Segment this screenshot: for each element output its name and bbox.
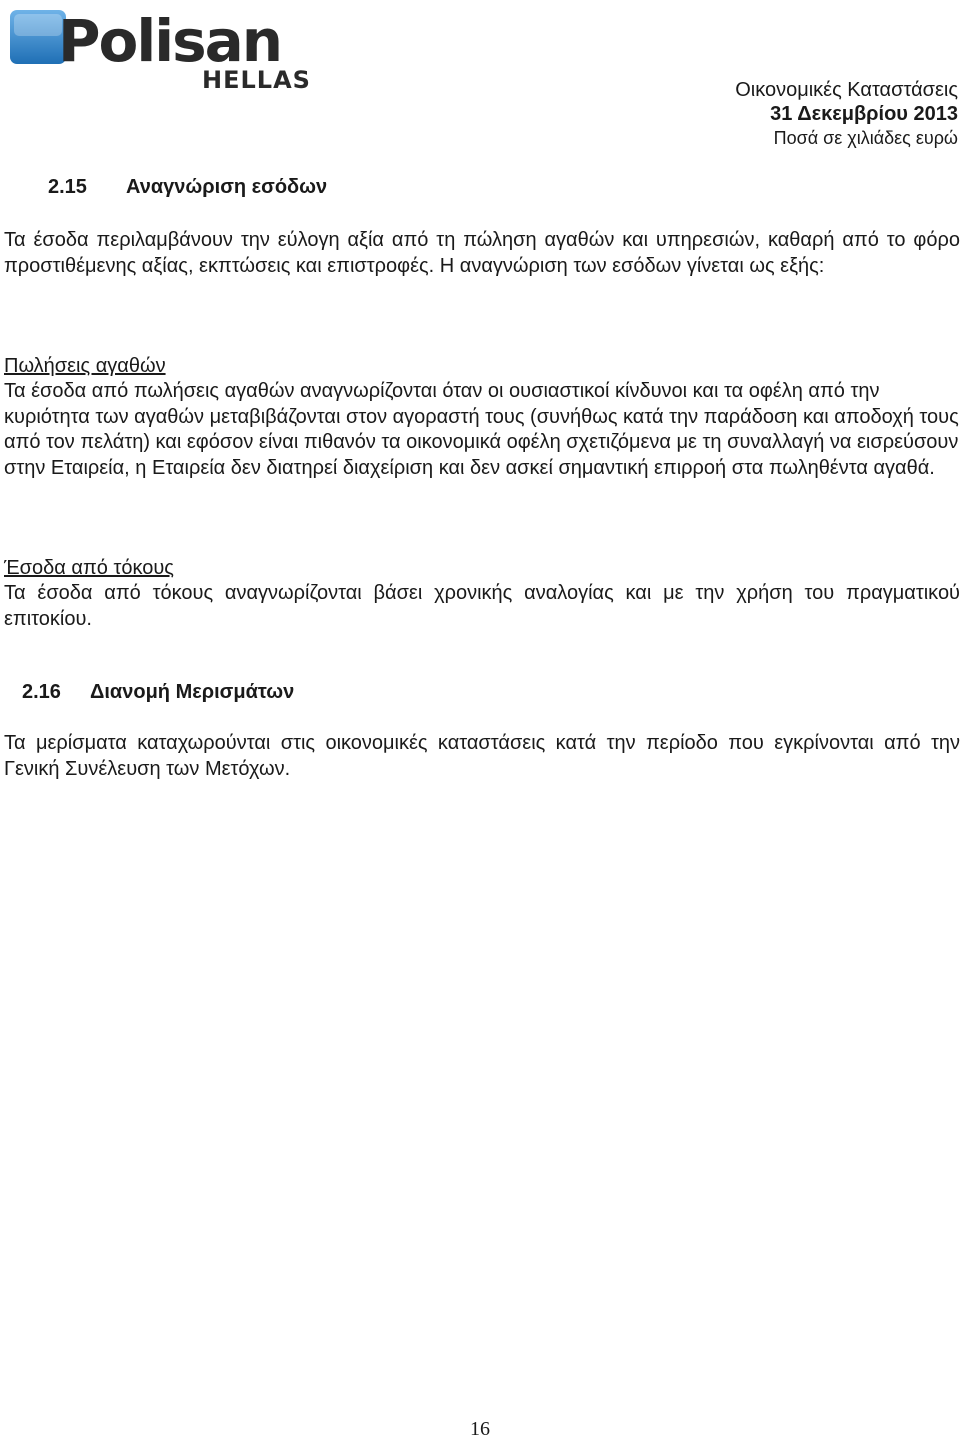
goods-sales-paragraph: Τα έσοδα από πωλήσεις αγαθών αναγνωρίζονται όταν οι ουσιαστικοί κίνδυνοι και τα οφέλη από την κυριότητα των αγαθών μεταβιβάζονται στον αγοραστή τους (συνήθως κατά την παράδοση και αποδοχή τους από τον πελάτη) και εφόσον είναι πιθανόν τα οικονομικά οφέλη σχετιζόμενα με τη συναλλαγή να εισρεύσουν στην Εταιρεία, η Εταιρεία δεν διατηρεί διαχείριση και δεν ασκεί σημαντική επιρροή στα πωληθέντα αγαθά. [4,380,959,479]
section-2-16-number: 2.16 [22,681,61,703]
section-2-16-title: Διανομή Μερισμάτων [90,681,295,703]
section-2-15-number: 2.15 [48,176,87,198]
section-2-15-title: Αναγνώριση εσόδων [126,176,328,198]
dividends-paragraph: Τα μερίσματα καταχωρούνται στις οικονομικές καταστάσεις κατά την περίοδο που εγκρίνονται από την Γενική Συνέλευση των Μετόχων. [4,732,960,780]
header-title: Οικονομικές Καταστάσεις [735,79,958,101]
document-header [735,78,958,150]
page-number: 16 [470,1418,490,1440]
section-2-16-heading [22,681,294,704]
polisan-logo [6,4,324,98]
section-2-15-heading [48,176,327,199]
interest-income-paragraph: Τα έσοδα από τόκους αναγνωρίζονται βάσει χρονικής αναλογίας και με την χρήση του πραγματικού επιτοκίου. [4,582,960,630]
goods-sales-heading: Πωλήσεις αγαθών [4,355,166,377]
revenue-intro-paragraph: Τα έσοδα περιλαμβάνουν την εύλογη αξία από τη πώληση αγαθών και υπηρεσιών, καθαρή από το φόρο προστιθέμενης αξίας, εκπτώσεις και επιστροφές. Η αναγνώριση των εσόδων γίνεται ως εξής: [4,229,960,277]
logo-sub-text: HELLAS [202,66,311,94]
header-date: 31 Δεκεμβρίου 2013 [770,103,958,125]
logo-brand-text: Polisan [58,7,282,75]
logo-graphic [6,4,324,98]
interest-income-heading: Έσοδα από τόκους [4,557,174,579]
header-currency-note: Ποσά σε χιλιάδες ευρώ [773,128,958,148]
